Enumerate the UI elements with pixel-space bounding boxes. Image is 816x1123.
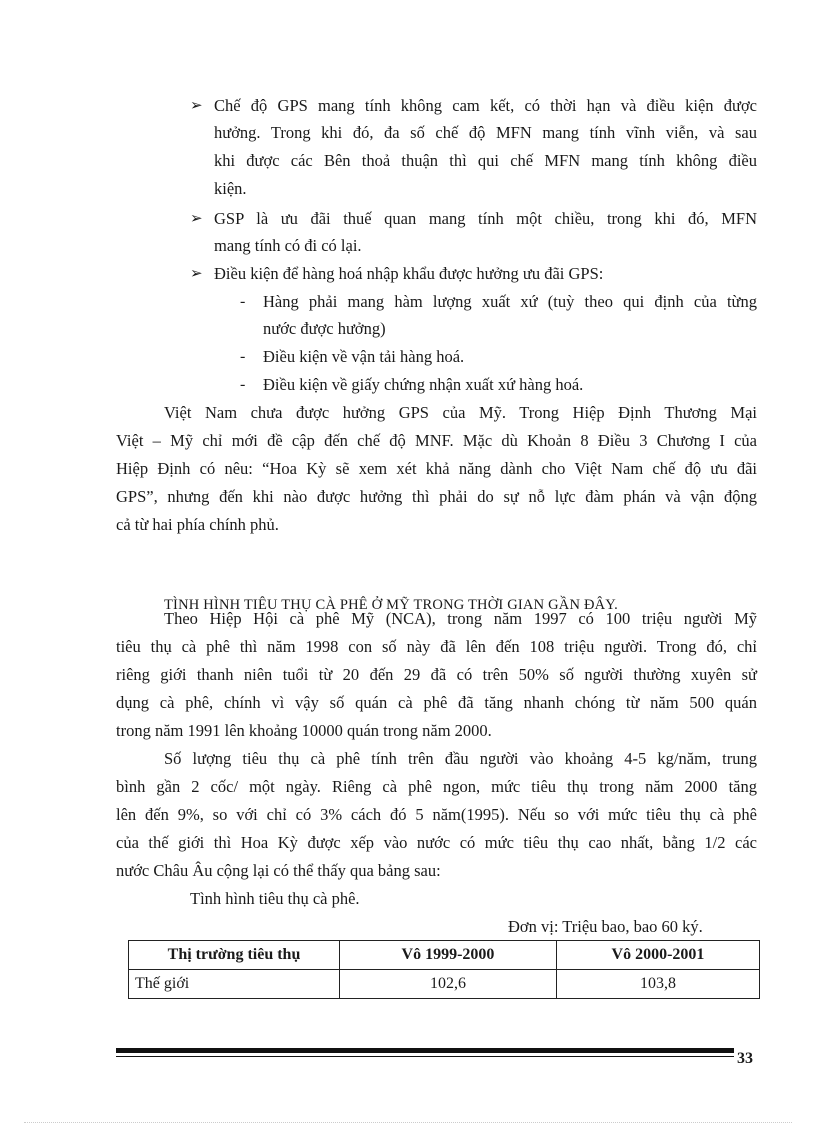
para1-line-1: Việt Nam chưa được hưởng GPS của Mỹ. Trong Hiệp Định Thương Mại (164, 403, 757, 422)
bullet-3-line-1: Điều kiện để hàng hoá nhập khẩu được hưởng ưu đãi GPS: (214, 264, 604, 283)
para3-line-3: lên đến 9%, so với chỉ có 3% cách đó 5 năm(1995). Nếu so với mức tiêu thụ cà phê (116, 805, 757, 824)
para1-line-5: cả từ hai phía chính phủ. (116, 515, 279, 534)
para2-line-1: Theo Hiệp Hội cà phê Mỹ (NCA), trong năm 1997 có 100 triệu người Mỹ (164, 609, 757, 628)
para3-line-5: nước Châu Âu cộng lại có thể thấy qua bảng sau: (116, 861, 441, 880)
para1-line-4: GPS”, nhưng đến khi nào được hưởng thì phải do sự nỗ lực đàm phán và vận động (116, 487, 757, 506)
table-cell: 103,8 (557, 970, 760, 999)
sub-item-2: Điều kiện về vận tải hàng hoá. (263, 347, 465, 366)
dash-bullet: - (240, 293, 246, 310)
dash-bullet: - (240, 376, 246, 393)
bullet-2-line-2: mang tính có đi có lại. (214, 236, 362, 255)
para2-line-2: tiêu thụ cà phê thì năm 1998 con số này đã lên đến 108 triệu người. Trong đó, chỉ (116, 637, 757, 656)
table-row (129, 970, 760, 999)
para3-line-1: Số lượng tiêu thụ cà phê tính trên đầu người vào khoảng 4-5 kg/năm, trung (164, 749, 757, 768)
bullet-1-line-2: hưởng. Trong khi đó, đa số chế độ MFN mang tính vĩnh viễn, và sau (214, 123, 757, 142)
para3-line-4: của thế giới thì Hoa Kỳ được xếp vào nước có mức tiêu thụ cao nhất, bằng 1/2 các (116, 833, 757, 852)
para2-line-3: riêng giới thanh niên tuổi từ 20 đến 29 đã có trên 50% số người thường xuyên sử (116, 665, 757, 684)
sub-item-3: Điều kiện về giấy chứng nhận xuất xứ hàng hoá. (263, 375, 584, 394)
bullet-1-line-3: khi được các Bên thoả thuận thì qui chế MFN mang tính không điều (214, 151, 757, 170)
page-number: 33 (737, 1050, 753, 1067)
para1-line-3: Hiệp Định có nêu: “Hoa Kỳ sẽ xem xét khả năng dành cho Việt Nam chế độ ưu đãi (116, 459, 757, 478)
table-header-cell: Vô 2000-2001 (557, 941, 760, 970)
table-header-cell: Thị trường tiêu thụ (129, 941, 340, 970)
table-cell: 102,6 (340, 970, 557, 999)
dash-bullet: - (240, 348, 246, 365)
arrow-bullet-icon: ➢ (190, 266, 203, 282)
table-header-row (129, 941, 760, 970)
table-cell: Thế giới (129, 970, 340, 999)
bullet-1-line-4: kiện. (214, 179, 247, 198)
para2-line-4: dụng cà phê, chính vì vậy số quán cà phê đã tăng nhanh chóng từ năm 500 quán (116, 693, 757, 712)
bullet-1-line-1: Chế độ GPS mang tính không cam kết, có thời hạn và điều kiện được (214, 96, 757, 115)
para2-line-5: trong năm 1991 lên khoảng 10000 quán trong năm 2000. (116, 721, 492, 740)
consumption-table (128, 940, 760, 999)
sub-item-1-line-1: Hàng phải mang hàm lượng xuất xứ (tuỳ theo qui định của từng (263, 292, 757, 311)
para3-line-2: bình gần 2 cốc/ một ngày. Riêng cà phê ngon, mức tiêu thụ trong năm 2000 tăng (116, 777, 757, 796)
table-header-cell: Vô 1999-2000 (340, 941, 557, 970)
para1-line-2: Việt – Mỹ chỉ mới đề cập đến chế độ MNF. Mặc dù Khoản 8 Điều 3 Chương I của (116, 431, 757, 450)
sub-item-1-line-2: nước được hưởng) (263, 319, 386, 338)
arrow-bullet-icon: ➢ (190, 211, 203, 227)
footer-rule-thin (116, 1056, 734, 1057)
bullet-2-line-1: GSP là ưu đãi thuế quan mang tính một chiều, trong khi đó, MFN (214, 209, 757, 228)
footer-rule-thick (116, 1048, 734, 1053)
section-heading: TÌNH HÌNH TIÊU THỤ CÀ PHÊ Ở MỸ TRONG THỜI GIAN GẦN ĐÂY. (164, 596, 618, 613)
arrow-bullet-icon: ➢ (190, 98, 203, 114)
table-caption: Tình hình tiêu thụ cà phê. (190, 889, 360, 908)
table-unit: Đơn vị: Triệu bao, bao 60 ký. (508, 917, 703, 936)
